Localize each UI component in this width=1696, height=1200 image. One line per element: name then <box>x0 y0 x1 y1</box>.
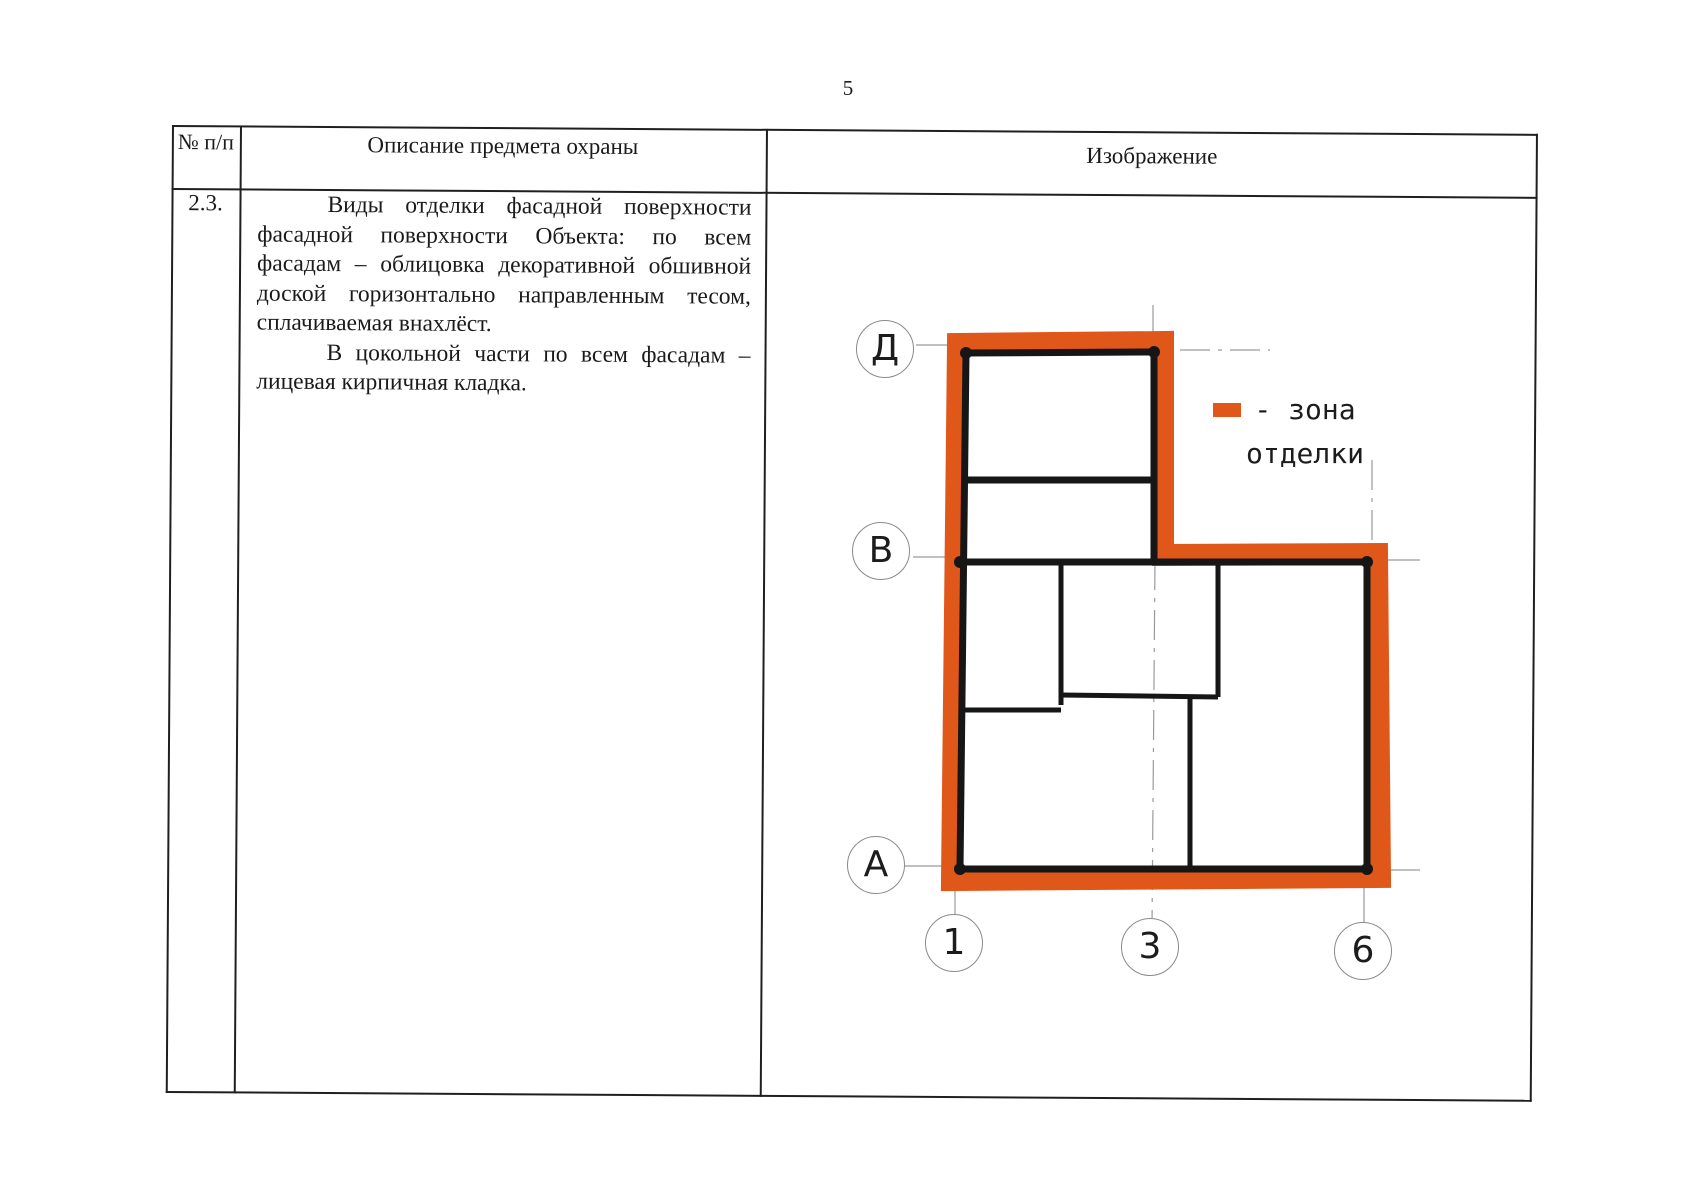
page-number: 5 <box>842 76 854 100</box>
legend-text: - зона отделки <box>1245 393 1364 470</box>
table-border-right <box>1530 134 1538 1102</box>
axis-label-1: 1 <box>925 914 983 972</box>
description-paragraph-1: Виды отделки фасадной поверхности фасадной поверхности Объекта: по всем фасадам – облицовка декоративной обшивной доской горизонтально направленным тесом, сплачиваемая внахлёст. <box>256 192 752 338</box>
axis-label-3: 3 <box>1121 918 1179 976</box>
axis-label-b: В <box>852 522 910 580</box>
row-number: 2.3. <box>188 190 223 216</box>
axis-label-d: Д <box>856 320 914 378</box>
axis-label-6: 6 <box>1334 922 1392 980</box>
description-paragraph-2: В цокольной части по всем фасадам – лицевая кирпичная кладка. <box>256 339 751 397</box>
header-image: Изображение <box>1086 142 1218 169</box>
header-description: Описание предмета охраны <box>367 132 639 160</box>
row-description <box>256 191 751 401</box>
table-border-left <box>166 125 174 1093</box>
table-border-bottom <box>166 1091 1532 1101</box>
interior-walls <box>963 562 1218 869</box>
axis-label-a: А <box>847 836 905 894</box>
column-divider-num <box>234 125 242 1093</box>
column-divider-desc <box>760 129 768 1097</box>
header-num: № п/п <box>177 129 235 155</box>
